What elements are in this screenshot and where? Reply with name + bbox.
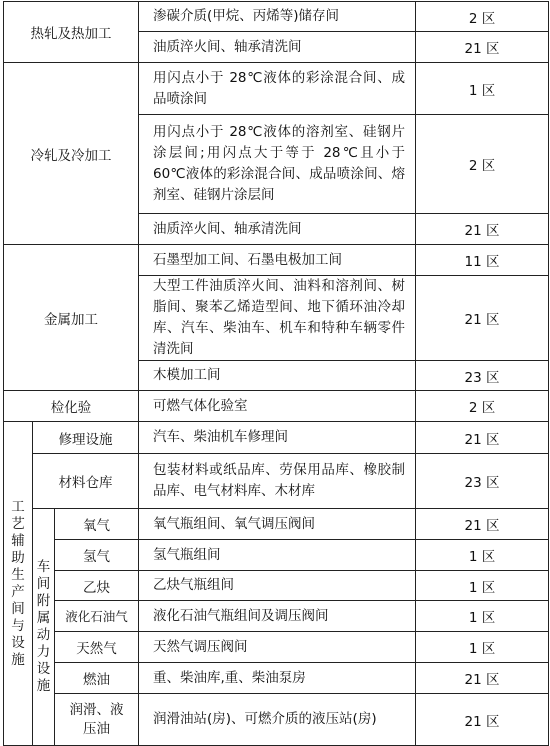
facility-name: 天然气 bbox=[55, 632, 139, 663]
place-description: 油质淬火间、轴承清洗间 bbox=[139, 32, 416, 63]
zone-class: 21 区 bbox=[416, 422, 549, 454]
place-description: 重、柴油库,重、柴油泵房 bbox=[139, 663, 416, 694]
zone-class: 1 区 bbox=[416, 63, 549, 115]
category-cold-rolling: 冷轧及冷加工 bbox=[4, 63, 139, 245]
table-row bbox=[4, 601, 549, 632]
zone-class: 1 区 bbox=[416, 632, 549, 663]
table-row bbox=[4, 694, 549, 746]
place-description: 氧气瓶组间、氧气调压阀间 bbox=[139, 509, 416, 540]
facility-name: 氢气 bbox=[55, 540, 139, 571]
table-row bbox=[4, 422, 549, 454]
hazard-zone-table bbox=[3, 1, 549, 746]
table-row bbox=[4, 571, 549, 601]
zone-class: 11 区 bbox=[416, 245, 549, 276]
place-description: 可燃气体化验室 bbox=[139, 391, 416, 422]
zone-class: 2 区 bbox=[416, 2, 549, 32]
category-hot-rolling: 热轧及热加工 bbox=[4, 2, 139, 63]
place-description: 包装材料或纸品库、劳保用品库、橡胶制品库、电气材料库、木材库 bbox=[139, 454, 416, 509]
zone-class: 21 区 bbox=[416, 276, 549, 361]
table-row bbox=[4, 540, 549, 571]
place-description: 用闪点小于 28℃液体的彩涂混合间、成品喷涂间 bbox=[139, 63, 416, 115]
zone-class: 23 区 bbox=[416, 361, 549, 391]
place-description: 大型工件油质淬火间、油料和溶剂间、树脂间、聚苯乙烯造型间、地下循环油冷却库、汽车、柴油车、机车和特种车辆零件清洗间 bbox=[139, 276, 416, 361]
zone-class: 1 区 bbox=[416, 571, 549, 601]
table-row bbox=[4, 509, 549, 540]
subcategory-workshop bbox=[33, 509, 55, 746]
subcategory-workshop-label: 车间附属动力设施 bbox=[36, 559, 51, 694]
place-description: 汽车、柴油机车修理间 bbox=[139, 422, 416, 454]
place-description: 用闪点小于 28℃液体的溶剂室、硅钢片涂层间;用闪点大于等于 28℃且小于 60℃液体的彩涂混合间、成品喷涂间、熔剂室、硅钢片涂层间 bbox=[139, 115, 416, 214]
place-description: 渗碳介质(甲烷、丙烯等)储存间 bbox=[139, 2, 416, 32]
zone-class: 2 区 bbox=[416, 391, 549, 422]
table-row bbox=[4, 2, 549, 32]
facility-name: 液化石油气 bbox=[55, 601, 139, 632]
facility-name: 润滑、液压油 bbox=[55, 694, 139, 746]
zone-class: 21 区 bbox=[416, 509, 549, 540]
facility-name: 氧气 bbox=[55, 509, 139, 540]
zone-class: 23 区 bbox=[416, 454, 549, 509]
table-row bbox=[4, 63, 549, 115]
facility-name: 乙炔 bbox=[55, 571, 139, 601]
place-description: 润滑油站(房)、可燃介质的液压站(房) bbox=[139, 694, 416, 746]
zone-class: 21 区 bbox=[416, 694, 549, 746]
category-metal-processing: 金属加工 bbox=[4, 245, 139, 391]
subcategory-repair: 修理设施 bbox=[33, 422, 139, 454]
place-description: 氢气瓶组间 bbox=[139, 540, 416, 571]
zone-class: 21 区 bbox=[416, 32, 549, 63]
zone-class: 21 区 bbox=[416, 663, 549, 694]
table-row bbox=[4, 663, 549, 694]
facility-name: 燃油 bbox=[55, 663, 139, 694]
zone-class: 2 区 bbox=[416, 115, 549, 214]
table-row bbox=[4, 632, 549, 663]
table-row bbox=[4, 454, 549, 509]
category-auxiliary-label: 工艺辅助生产间与设施 bbox=[11, 498, 25, 668]
category-inspection: 检化验 bbox=[4, 391, 139, 422]
place-description: 石墨型加工间、石墨电极加工间 bbox=[139, 245, 416, 276]
table-row bbox=[4, 391, 549, 422]
place-description: 油质淬火间、轴承清洗间 bbox=[139, 214, 416, 245]
zone-class: 1 区 bbox=[416, 601, 549, 632]
place-description: 木模加工间 bbox=[139, 361, 416, 391]
place-description: 液化石油气瓶组间及调压阀间 bbox=[139, 601, 416, 632]
zone-class: 21 区 bbox=[416, 214, 549, 245]
place-description: 天然气调压阀间 bbox=[139, 632, 416, 663]
table-row bbox=[4, 245, 549, 276]
place-description: 乙炔气瓶组间 bbox=[139, 571, 416, 601]
category-auxiliary bbox=[4, 422, 33, 746]
zone-class: 1 区 bbox=[416, 540, 549, 571]
subcategory-warehouse: 材料仓库 bbox=[33, 454, 139, 509]
